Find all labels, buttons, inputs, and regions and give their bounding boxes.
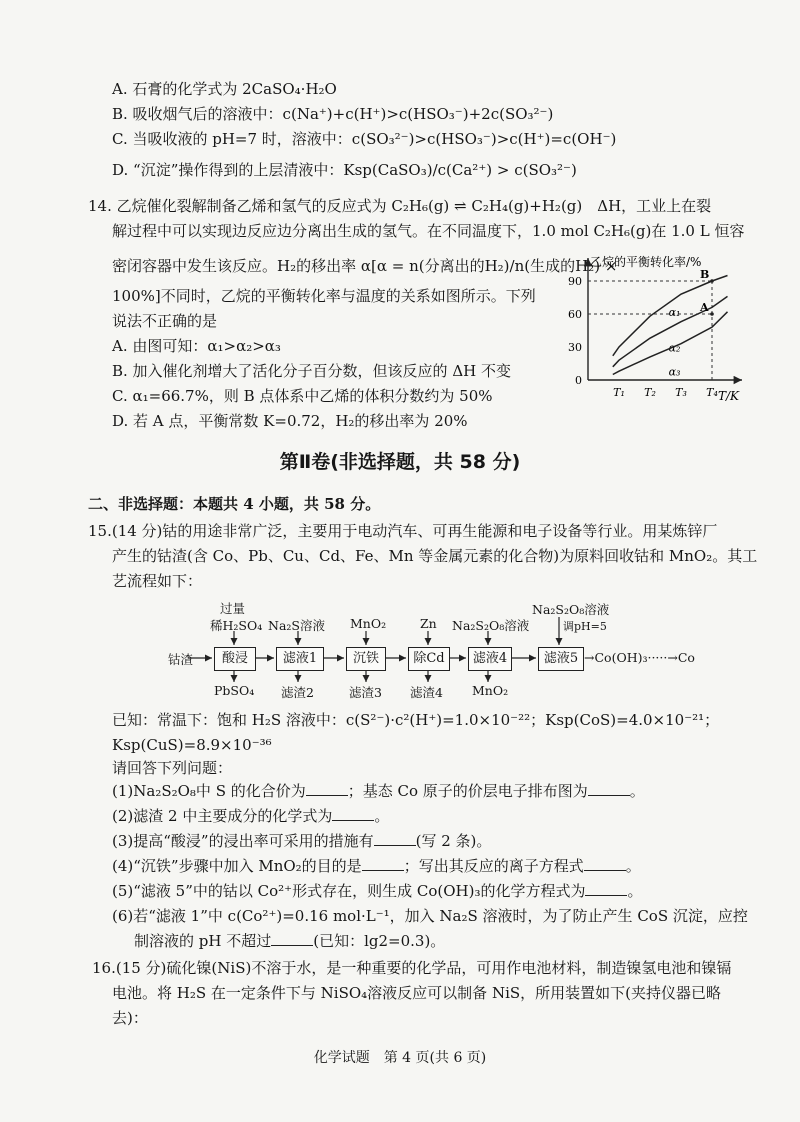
q15-prompt: 请回答下列问题： — [112, 759, 233, 777]
y-tick-label: 30 — [568, 341, 582, 354]
flow-step-cd-removal: 除Cd — [408, 647, 450, 671]
q15-known-2: Ksp(CuS)=8.9×10⁻³⁶ — [112, 736, 272, 754]
y-tick-label: 0 — [575, 374, 582, 387]
section-heading: 第Ⅱ卷(非选择题，共 58 分) — [279, 451, 521, 473]
q15-sub-4: (4)“沉铁”步骤中加入 MnO₂的目的是 ；写出其反应的离子方程式 。 — [112, 857, 641, 875]
q14-option-d: D. 若 A 点，平衡常数 K=0.72，H₂的移出率为 20% — [112, 412, 468, 430]
q15-line-2: 产生的钴渣(含 Co、Pb、Cu、Cd、Fe、Mn 等金属元素的化合物)为原料回收钴和 MnO₂。其工 — [112, 547, 758, 565]
answer-blank[interactable] — [588, 781, 630, 796]
answer-blank[interactable] — [585, 881, 627, 896]
point-label: A — [700, 301, 709, 314]
flow-top-1a: 过量 — [220, 601, 246, 616]
flow-top-5: Na₂S₂O₈溶液 — [452, 618, 530, 633]
page-footer: 化学试题 第 4 页(共 6 页) — [313, 1050, 487, 1066]
q15-sub-5: (5)“滤液 5”中的钴以 Co²⁺形式存在，则生成 Co(OH)₃的化学方程式为 。 — [112, 882, 643, 900]
flow-end: →Co(OH)₃·····→Co — [584, 650, 695, 665]
data-point — [710, 279, 714, 283]
x-tick-label: T₂ — [644, 386, 656, 399]
x-axis-label: T/K — [718, 389, 740, 403]
answer-blank[interactable] — [584, 856, 626, 871]
flow-top-1b: 稀H₂SO₄ — [210, 618, 263, 633]
q14-line-1: 14. 乙烷催化裂解制备乙烯和氢气的反应式为 C₂H₆(g) ⇌ C₂H₄(g)+H₂(g) ΔH，工业上在裂 — [88, 197, 712, 215]
x-tick-label: T₁ — [613, 386, 625, 399]
q15-line-3: 艺流程如下： — [112, 572, 203, 590]
q15-sub-6b: 制溶液的 pH 不超过 (已知：lg2=0.3)。 — [134, 932, 446, 950]
flow-top-4: Zn — [420, 616, 437, 631]
series-label: α₃ — [668, 365, 681, 379]
flow-top-6a: Na₂S₂O₈溶液 — [532, 602, 610, 617]
q15-sub-3: (3)提高“酸浸”的浸出率可采用的措施有 (写 2 条)。 — [112, 832, 492, 850]
flow-step-filtrate-5: 滤液5 — [538, 647, 584, 671]
q16-line-2: 电池。将 H₂S 在一定条件下与 NiSO₄溶液反应可以制备 NiS，所用装置如下(夹持仪器已略 — [112, 984, 722, 1002]
q15-line-1: 15.(14 分)钴的用途非常广泛，主要用于电动汽车、可再生能源和电子设备等行业。用某炼锌厂 — [88, 522, 718, 540]
answer-blank[interactable] — [362, 856, 404, 871]
q14-line-5: 说法不正确的是 — [112, 312, 218, 330]
flow-bottom-5: MnO₂ — [472, 683, 509, 698]
answer-blank[interactable] — [332, 806, 374, 821]
q13-option-d: D. “沉淀”操作得到的上层清液中：Ksp(CaSO₃)/c(Ca²⁺) > c(SO₃²⁻) — [112, 161, 577, 179]
q13-option-a: A. 石膏的化学式为 2CaSO₄·H₂O — [112, 80, 337, 98]
q16-line-1: 16.(15 分)硫化镍(NiS)不溶于水，是一种重要的化学品，可用作电池材料，制造镍氢电池和镍镉 — [92, 959, 732, 977]
flow-step-iron-removal: 沉铁 — [346, 647, 386, 671]
flow-top-2: Na₂S溶液 — [268, 618, 325, 633]
x-tick-label: T₃ — [675, 386, 687, 399]
flow-top-6b: 调pH=5 — [563, 620, 607, 633]
flow-step-filtrate-1: 滤液1 — [276, 647, 324, 671]
answer-blank[interactable] — [306, 781, 348, 796]
chart-title: 乙烷的平衡转化率/% — [590, 255, 702, 269]
q14-line-2: 解过程中可以实现边反应边分离出生成的氢气。在不同温度下，1.0 mol C₂H₆(g)在 1.0 L 恒容 — [112, 222, 745, 240]
q14-line-4: 100%]不同时，乙烷的平衡转化率与温度的关系如图所示。下列 — [112, 287, 536, 305]
process-flow — [0, 595, 800, 705]
q13-option-b: B. 吸收烟气后的溶液中：c(Na⁺)+c(H⁺)>c(HSO₃⁻)+2c(SO₃²⁻) — [112, 105, 554, 123]
flow-bottom-2: 滤渣2 — [281, 685, 314, 700]
q14-option-c: C. α₁=66.7%，则 B 点体系中乙烯的体积分数约为 50% — [112, 387, 493, 405]
data-point — [710, 312, 714, 316]
q14-line-3: 密闭容器中发生该反应。H₂的移出率 α[α = n(分离出的H₂)/n(生成的H₂) × — [112, 257, 618, 275]
y-tick-label: 60 — [568, 308, 582, 321]
point-label: B — [700, 268, 710, 281]
q13-option-c: C. 当吸收液的 pH=7 时，溶液中：c(SO₃²⁻)>c(HSO₃⁻)>c(H⁺)=c(OH⁻) — [112, 130, 617, 148]
q14-option-b: B. 加入催化剂增大了活化分子百分数，但该反应的 ΔH 不变 — [112, 362, 512, 380]
q15-sub-1: (1)Na₂S₂O₈中 S 的化合价为 ；基态 Co 原子的价层电子排布图为 。 — [112, 782, 645, 800]
y-tick-label: 90 — [568, 275, 582, 288]
answer-blank[interactable] — [271, 931, 313, 946]
q16-line-3: 去)： — [112, 1009, 148, 1027]
q15-known-1: 已知：常温下：饱和 H₂S 溶液中：c(S²⁻)·c²(H⁺)=1.0×10⁻²²；Ksp(CoS)=4.0×10⁻²¹； — [112, 711, 720, 729]
q15-sub-6a: (6)若“滤液 1”中 c(Co²⁺)=0.16 mol·L⁻¹，加入 Na₂S 溶液时，为了防止产生 CoS 沉淀，应控 — [112, 907, 748, 925]
q15-sub-2: (2)滤渣 2 中主要成分的化学式为 。 — [112, 807, 390, 825]
flow-bottom-1: PbSO₄ — [214, 683, 255, 698]
answer-blank[interactable] — [374, 831, 416, 846]
x-tick-label: T₄ — [706, 386, 718, 399]
flow-step-filtrate-4: 滤液4 — [468, 647, 512, 671]
series-label: α₁ — [668, 306, 681, 319]
flow-bottom-3: 滤渣3 — [349, 685, 382, 700]
series-label: α₂ — [668, 341, 681, 355]
flow-bottom-4: 滤渣4 — [410, 685, 443, 700]
q14-option-a: A. 由图可知：α₁>α₂>α₃ — [112, 337, 281, 355]
conversion-chart — [560, 250, 750, 410]
flow-top-3: MnO₂ — [350, 616, 387, 631]
section-subheading: 二、非选择题：本题共 4 小题，共 58 分。 — [88, 495, 381, 513]
flow-start: 钴渣 — [168, 652, 194, 667]
flow-step-acid-leach: 酸浸 — [214, 647, 256, 671]
